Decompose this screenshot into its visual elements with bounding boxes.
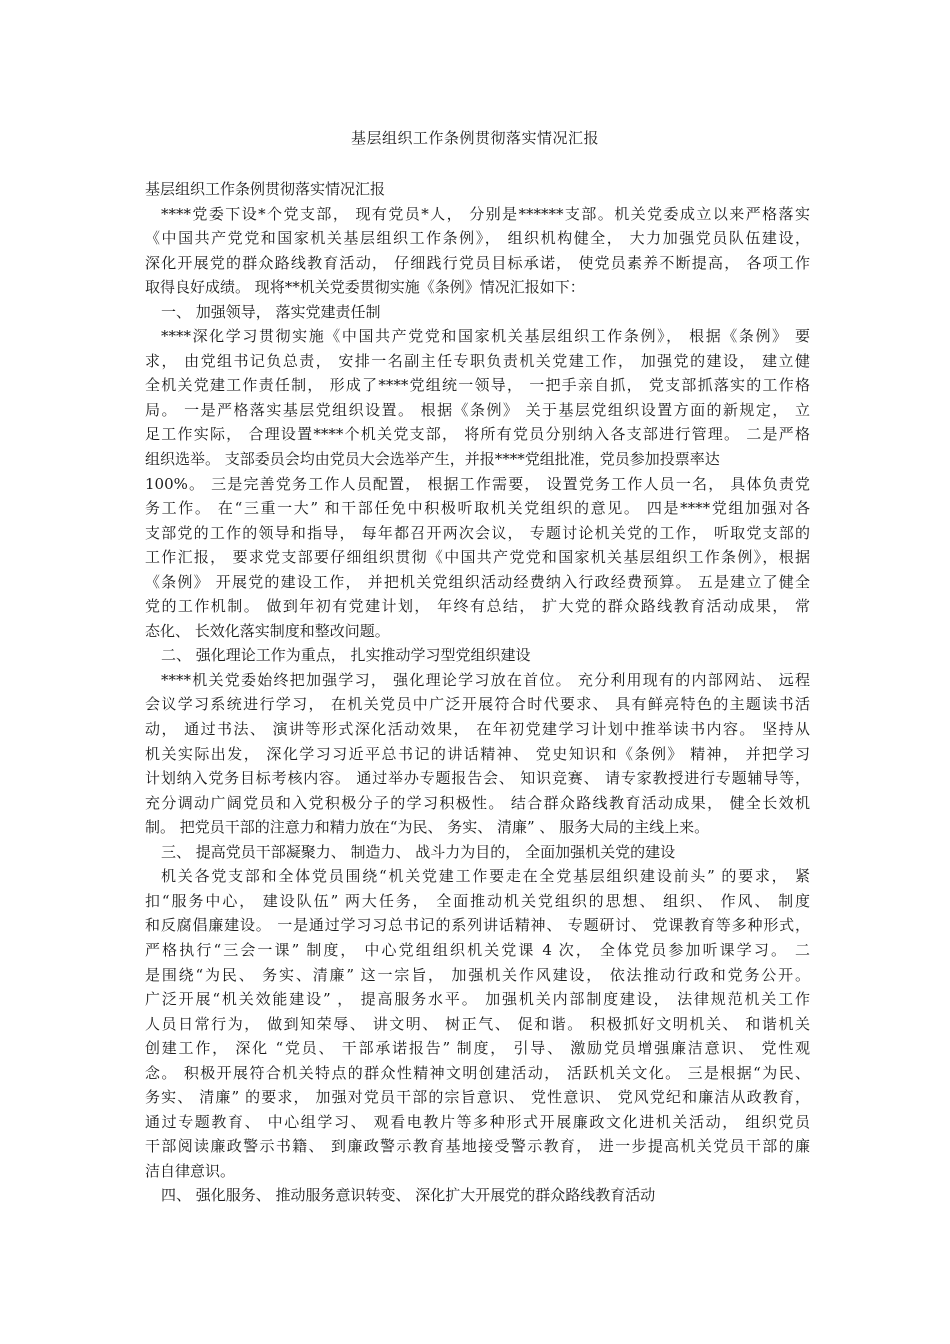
body-text-line: 严格执行“三会一课” 制度， 中心党组组织机关党课 4 次， 全体党员参加听课学习。 二 [145, 940, 810, 959]
body-text-line: 务实、 清廉” 的要求， 加强对党员干部的宗旨意识、 党性意识、 党风党纪和廉洁从政教育， [145, 1088, 810, 1107]
body-text-line: 局。 一是严格落实基层党组织设置。 根据《条例》 关于基层党组织设置方面的新规定， 立 [145, 400, 810, 419]
body-text-line: 机关各党支部和全体党员围绕“机关党建工作要走在全党基层组织建设前头” 的要求， 紧 [161, 867, 810, 886]
document-title: 基层组织工作条例贯彻落实情况汇报 [350, 129, 599, 147]
body-text-line: 100%。 三是完善党务工作人员配置， 根据工作需要， 设置党务工作人员一名， 具体负责党 [145, 474, 810, 493]
body-text-line: 和反腐倡廉建设。 一是通过学习习总书记的系列讲话精神、 专题研讨、 党课教育等多种形式， [145, 916, 810, 935]
body-text-line: 支部党的工作的领导和指导， 每年都召开两次会议， 专题讨论机关党的工作， 听取党支部的 [145, 523, 810, 542]
body-text-line: 是围绕“为民、 务实、清廉” 这一宗旨， 加强机关作风建设， 依法推动行政和党务公开。 [145, 965, 810, 984]
body-text-line: 深化开展党的群众路线教育活动， 仔细践行党员目标承诺， 使党员素养不断提高， 各项工作 [145, 253, 810, 272]
body-text-line: 广泛开展“机关效能建设” ， 提高服务水平。 加强机关内部制度建设， 法律规范机关工作 [145, 990, 810, 1009]
body-text-line: 《条例》 开展党的建设工作， 并把机关党组织活动经费纳入行政经费预算。 五是建立了健全 [145, 572, 810, 591]
body-text-line: 《中国共产党党和国家机关基层组织工作条例》， 组织机构健全， 大力加强党员队伍建设， [145, 229, 810, 248]
body-text-line: 全机关党建工作责任制， 形成了****党组统一领导， 一把手亲自抓， 党支部抓落实的工作格 [145, 376, 810, 395]
body-text-line: ****党委下设*个党支部， 现有党员*人， 分别是******支部。机关党委成立以来严格落实 [161, 204, 810, 223]
section-heading: 二、 强化理论工作为重点， 扎实推动学习型党组织建设 [161, 646, 531, 665]
body-text-line: 创建工作， 深化 “党员、 干部承诺报告” 制度， 引导、 激励党员增强廉洁意识、 党性观 [145, 1039, 810, 1058]
body-text-line: 组织选举。 支部委员会均由党员大会选举产生，并报****党组批准，党员参加投票率达 [145, 450, 720, 469]
body-text-line: ****深化学习贯彻实施《中国共产党党和国家机关基层组织工作条例》， 根据《条例》 要 [161, 327, 810, 346]
section-heading: 一、 加强领导， 落实党建责任制 [161, 302, 381, 321]
body-text-line: 通过专题教育、 中心组学习、 观看电教片等多种形式开展廉政文化进机关活动， 组织党员 [145, 1112, 810, 1131]
body-text-line: 干部阅读廉政警示书籍、 到廉政警示教育基地接受警示教育， 进一步提高机关党员干部的廉 [145, 1137, 810, 1156]
body-text-line: ****机关党委始终把加强学习， 强化理论学习放在首位。 充分利用现有的内部网站、 远程 [161, 670, 810, 689]
body-text-line: 洁自律意识。 [145, 1161, 236, 1180]
body-text-line: 动， 通过书法、 演讲等形式深化活动效果， 在年初党建学习计划中推举读书内容。 坚持从 [145, 720, 810, 739]
body-text-line: 取得良好成绩。 现将**机关党委贯彻实施《条例》情况汇报如下： [145, 278, 585, 297]
body-text-line: 机关实际出发， 深化学习习近平总书记的讲话精神、 党史知识和《条例》 精神， 并把学习 [145, 744, 810, 763]
body-text-line: 党的工作机制。 做到年初有党建计划， 年终有总结， 扩大党的群众路线教育活动成果， 常 [145, 597, 810, 616]
body-text-line: 求， 由党组书记负总责， 安排一名副主任专职负责机关党建工作， 加强党的建设， 建立健 [145, 351, 810, 370]
body-text-line: 人员日常行为， 做到知荣辱、 讲文明、 树正气、 促和谐。 积极抓好文明机关、 和谐机关 [145, 1014, 810, 1033]
body-text-line: 基层组织工作条例贯彻落实情况汇报 [145, 180, 386, 198]
body-text-line: 务工作。 在“三重一大” 和干部任免中积极听取机关党组织的意见。 四是****党组加强对各 [145, 499, 810, 518]
body-text-line: 态化、 长效化落实制度和整改问题。 [145, 621, 390, 640]
section-heading: 四、 强化服务、 推动服务意识转变、 深化扩大开展党的群众路线教育活动 [161, 1186, 656, 1205]
section-heading: 三、 提高党员干部凝聚力、 制造力、 战斗力为目的， 全面加强机关党的建设 [161, 842, 676, 861]
body-text-line: 充分调动广阔党员和入党积极分子的学习积极性。 结合群众路线教育活动成果， 健全长效机 [145, 793, 810, 812]
body-text-line: 足工作实际， 合理设置****个机关党支部， 将所有党员分别纳入各支部进行管理。 二是严格 [145, 425, 810, 444]
body-text-line: 计划纳入党务目标考核内容。 通过举办专题报告会、 知识竞赛、 请专家教授进行专题辅导等， [145, 769, 810, 788]
body-text-line: 制。 把党员干部的注意力和精力放在“为民、 务实、 清廉” 、 服务大局的主线上来。 [145, 818, 710, 837]
body-text-line: 工作汇报， 要求党支部要仔细组织贯彻《中国共产党党和国家机关基层组织工作条例》，根据 [145, 548, 810, 567]
body-text-line: 会议学习系统进行学习， 在机关党员中广泛开展符合时代要求、 具有鲜亮特色的主题读书活 [145, 695, 810, 714]
body-text-line: 念。 积极开展符合机关特点的群众性精神文明创建活动， 活跃机关文化。 三是根据“为民、 [145, 1063, 810, 1082]
body-text-line: 扣“服务中心， 建设队伍” 两大任务， 全面推动机关党组织的思想、 组织、 作风、 制度 [145, 891, 810, 910]
document-body [145, 177, 810, 1208]
